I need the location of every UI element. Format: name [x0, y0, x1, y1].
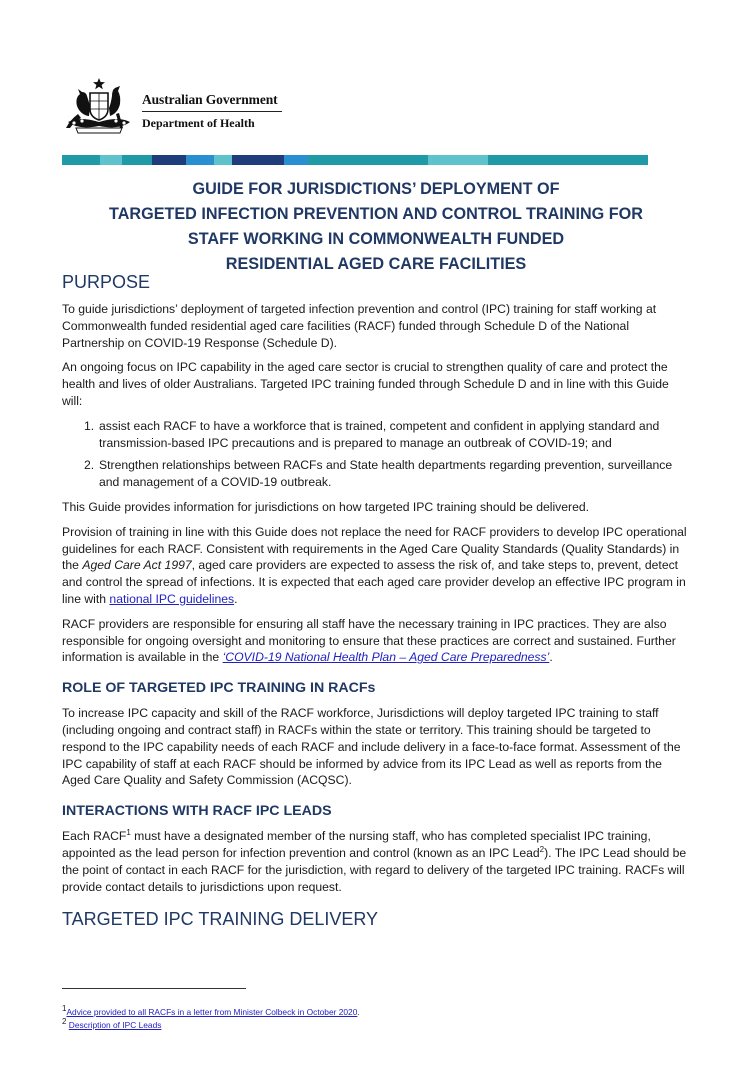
paragraph: An ongoing focus on IPC capability in the aged care sector is crucial to strengthen quality of care and protect the health and lives of older Australians. Targeted IPC training funded through Schedule D and in line with this Guide will:: [62, 360, 669, 408]
coat-of-arms-icon: [60, 76, 138, 136]
text-run: .: [234, 591, 238, 606]
paragraph: To increase IPC capacity and skill of the RACF workforce, Jurisdictions will deploy targeted IPC training to staff (including ongoing and contract staff) in RACFs within the state or territory. This training should be targeted to respond to the IPC capability needs of each RACF and include delivery in a face-to-face format. Assessment of the IPC capability of staff at each RACF should be informed by advice from its IPC Lead as well as reports from the Aged Care Quality and Safety Commission (ACQSC).: [62, 706, 681, 788]
footnote-ref[interactable]: 2: [539, 844, 545, 854]
title-line: GUIDE FOR JURISDICTIONS’ DEPLOYMENT OF: [192, 180, 560, 198]
title-line: TARGETED INFECTION PREVENTION AND CONTROL TRAINING FOR: [109, 205, 643, 223]
role-heading: ROLE OF TARGETED IPC TRAINING IN RACFs: [62, 680, 376, 697]
band-segment: [428, 155, 488, 165]
paragraph: [62, 828, 690, 895]
text-run: Provision of training in line with this Guide does not replace the need for RACF providers to develop IPC operational guidelines for each RACF. Consistent with requirements in the Aged Care Quality Standards (Quality Standards) in the: [62, 524, 687, 573]
footnote-number: 1: [62, 1004, 67, 1014]
title-line: STAFF WORKING IN COMMONWEALTH FUNDED: [187, 230, 565, 248]
band-segment: [100, 155, 122, 165]
band-segment: [186, 155, 214, 165]
government-logo: [60, 76, 290, 138]
footnote-ref[interactable]: 1: [126, 828, 131, 838]
footnote-1: [62, 1006, 360, 1019]
footnotes: [62, 1006, 360, 1031]
paragraph: [62, 524, 690, 608]
org-name: Australian Government: [142, 92, 278, 107]
band-segment: [284, 155, 308, 165]
paragraph: [62, 616, 690, 666]
band-segment: [488, 155, 648, 165]
national-ipc-guidelines-link[interactable]: national IPC guidelines: [109, 591, 235, 606]
band-segment: [214, 155, 232, 165]
text-run: .: [357, 1007, 360, 1017]
list-item: [62, 457, 690, 491]
logo-divider: [142, 111, 282, 112]
header-color-band: [62, 155, 648, 165]
numbered-list: [62, 418, 690, 491]
text-run: Each RACF: [62, 829, 127, 844]
footnote-2: [62, 1016, 360, 1032]
act-title: Aged Care Act 1997: [82, 558, 192, 573]
title-line: RESIDENTIAL AGED CARE FACILITIES: [225, 255, 527, 273]
band-segment: [122, 155, 152, 165]
paragraph: To guide jurisdictions’ deployment of targeted infection prevention and control (IPC) training for staff working at Commonwealth funded residential aged care facilities (RACF) funded through Schedule D of the National Partnership on COVID-19 Response (Schedule D).: [62, 302, 657, 350]
document-body: [62, 270, 690, 938]
aged-care-preparedness-link[interactable]: ‘COVID-19 National Health Plan – Aged Care Preparedness’: [222, 650, 550, 665]
purpose-heading: PURPOSE: [62, 272, 151, 292]
list-item: [62, 418, 690, 452]
list-number: 2.: [84, 458, 95, 473]
footnote-2-link[interactable]: Description of IPC Leads: [68, 1019, 162, 1030]
text-run: , aged care providers are expected to assess the risk of, and take steps to, prevent, detect and control the spread of infections. It is expected that each aged care provider develop an effective IPC program in line with: [62, 558, 686, 606]
list-text: assist each RACF to have a workforce that is trained, competent and confident in applying standard and transmission-based IPC precautions and is prepared to manage an outbreak of COVID-19; and: [99, 418, 660, 450]
footnote-number: 2: [62, 1016, 67, 1026]
footnote-divider: [62, 988, 246, 989]
band-segment: [62, 155, 100, 165]
list-text: Strengthen relationships between RACFs and State health departments regarding prevention, surveillance and management of a COVID-19 outbreak.: [99, 458, 673, 490]
text-run: must have a designated member of the nursing staff, who has completed specialist IPC training, appointed as the lead person for infection prevention and control (known as an IPC Lead: [62, 829, 651, 860]
band-segment: [152, 155, 186, 165]
delivery-heading: TARGETED IPC TRAINING DELIVERY: [62, 909, 379, 930]
text-run: ). The IPC Lead should be the point of contact in each RACF for the jurisdiction, with regard to delivery of the targeted IPC training. RACFs will provide contact details to jurisdictions upon request.: [62, 845, 687, 894]
text-run: RACF providers are responsible for ensuring all staff have the necessary training in IPC practices. They are also responsible for ongoing oversight and monitoring to ensure that these practices are correct and sustained. Further information is available in the: [62, 616, 676, 665]
band-segment: [232, 155, 284, 165]
interactions-heading: INTERACTIONS WITH RACF IPC LEADS: [62, 803, 332, 820]
band-segment: [308, 155, 428, 165]
document-title: [62, 177, 690, 277]
text-run: .: [549, 650, 553, 665]
footnote-1-link[interactable]: Advice provided to all RACFs in a letter from Minister Colbeck in October 2020: [66, 1007, 358, 1017]
dept-name: Department of Health: [142, 116, 255, 130]
paragraph: This Guide provides information for jurisdictions on how targeted IPC training should be delivered.: [62, 499, 590, 514]
list-number: 1.: [84, 418, 95, 433]
